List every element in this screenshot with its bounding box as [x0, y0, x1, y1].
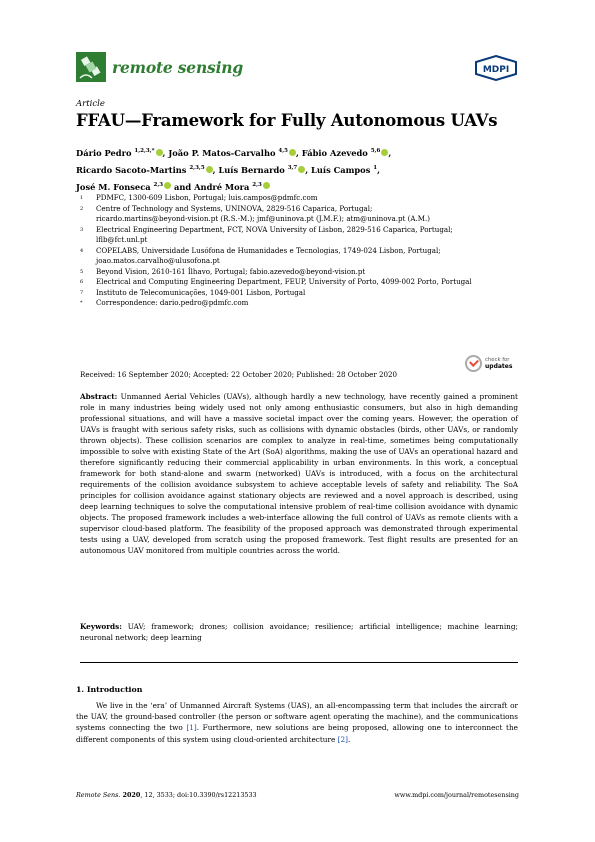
mdpi-logo — [474, 55, 518, 81]
orcid-icon[interactable] — [263, 182, 270, 189]
keywords-text: UAV; framework; drones; collision avoidance; resilience; artificial intelligence; machine learning; neuronal network; deep learning — [80, 622, 518, 642]
abstract-text: Unmanned Aerial Vehicles (UAVs), although hardly a new technology, have recently gained a prominent role in many industries being widely used not only among enthusiastic consumers, but also in high demanding professional situations, and will have a massive societal impact over the coming years. However, the operation of UAVs is fraught with serious safety risks, such as collisions with dynamic obstacles (birds, other UAVs, or randomly thrown objects). These collision scenarios are complex to analyze in real-time, sometimes being computationally impossible to solve with existing State of the Art (SoA) algorithms, making the use of UAVs an operational hazard and therefore significantly reducing their commercial applicability in urban environments. In this work, a conceptual framework for both stand-alone and swarm (networked) UAVs is introduced, with a focus on the architectural requirements of the collision avoidance subsystem to achieve acceptable levels of safety and reliability. The SoA principles for collision avoidance against stationary objects are reviewed and a novel approach is described, using deep learning techniques to solve the computational intensive problem of real-time collision avoidance with dynamic objects. The proposed framework includes a web-interface allowing the full control of UAVs as remote clients with a supervisor cloud-based platform. The feasibility of the proposed approach was demonstrated through experimental tests using a UAV, developed from scratch using the proposed framework. Test flight results are presented for an autonomous UAV monitored from multiple countries across the world. — [80, 392, 518, 555]
orcid-icon[interactable] — [206, 166, 213, 173]
orcid-icon[interactable] — [298, 166, 305, 173]
correspondence: * Correspondence: dario.pedro@pdmfc.com — [80, 298, 249, 307]
publication-dates: Received: 16 September 2020; Accepted: 22 October 2020; Published: 28 October 2020 — [80, 370, 398, 379]
author-name[interactable]: João P. Matos-Carvalho — [168, 147, 276, 158]
keywords — [80, 621, 518, 643]
author-list: Dário Pedro $^{1,2,3,*}$ , João P. Matos-Carvalho $^{4,5}$ , Fábio Azevedo $^{5,6}$ , Ricardo Sacoto-Martins $^{2,3,5}$ , Luís Bernardo $^{3,7}$ , Luís Campos $^1$, José M. Fonseca $^{2,3}$ and André Mora $^{2,3}$ — [76, 147, 392, 192]
orcid-icon[interactable] — [156, 149, 163, 156]
affiliations — [80, 193, 520, 309]
affiliation-item: 4 COPELABS, Universidade Lusófona de Humanidades e Tecnologias, 1749-024 Lisbon, Portugal; joao.matos.carvalho@ulusofona.pt — [80, 245, 441, 265]
citation-link[interactable]: [1] — [186, 723, 197, 733]
author-name[interactable]: Ricardo Sacoto-Martins — [76, 164, 187, 175]
author-name[interactable]: José M. Fonseca — [76, 181, 151, 192]
abstract — [80, 391, 518, 556]
check-for-updates-button[interactable]: check for updates — [465, 355, 512, 372]
author-name[interactable]: Fábio Azevedo — [301, 147, 368, 158]
journal-logo — [76, 52, 243, 82]
author-name[interactable]: Luís Bernardo — [218, 164, 285, 175]
affiliation-item: 3 Electrical Engineering Department, FCT, NOVA University of Lisbon, 2829-516 Caparica, Portugal; lflb@fct.unl.pt — [80, 224, 453, 244]
affiliation-item: 7 Instituto de Telecomunicações, 1049-001 Lisbon, Portugal — [80, 287, 306, 297]
journal-name: remote sensing — [112, 57, 243, 77]
affiliation-item: 2 Centre of Technology and Systems, UNINOVA, 2829-516 Caparica, Portugal; ricardo.martins@beyond-vision.pt (R.S.-M.); jmf@uninova.pt (J.M.F.); atm@uninova.pt (A.M.) — [80, 203, 431, 223]
orcid-icon[interactable] — [164, 182, 171, 189]
orcid-icon[interactable] — [289, 149, 296, 156]
author-name[interactable]: Luís Campos — [311, 164, 371, 175]
paper-title: FFAU—Framework for Fully Autonomous UAVs — [76, 111, 498, 130]
citation-link[interactable]: [2] — [337, 734, 348, 744]
divider — [80, 662, 518, 663]
check-updates-icon — [465, 355, 482, 372]
satellite-icon — [76, 52, 106, 82]
abstract-label: Abstract: — [80, 392, 118, 401]
keywords-label: Keywords: — [80, 622, 122, 631]
orcid-icon[interactable] — [381, 149, 388, 156]
section-heading: 1. Introduction — [76, 685, 143, 694]
author-name[interactable]: André Mora — [194, 181, 250, 192]
intro-paragraph: We live in the ‘era’ of Unmanned Aircraft Systems (UAS), an all-encompassing term that includes the aircraft or the UAV, the ground-based controller (the person or software agent operating the machine), and the communications systems connecting the two [1]. Furthermore, new solutions are being proposed, allowing one to interconnect the different components of this system using cloud-oriented architecture [2]. — [76, 701, 518, 744]
article-type: Article — [76, 99, 105, 109]
affiliation-item: 6 Electrical and Computing Engineering Department, FEUP, University of Porto, 4099-002 Porto, Portugal — [80, 277, 472, 286]
svg-text:MDPI: MDPI — [482, 65, 510, 75]
affiliation-item: 5 Beyond Vision, 2610-161 Ílhavo, Portugal; fabio.azevedo@beyond-vision.pt — [80, 266, 366, 276]
footer-url[interactable]: www.mdpi.com/journal/remotesensing — [394, 791, 519, 799]
footer-citation: Remote Sens. 2020, 12, 3533; doi:10.3390/rs12213533 — [76, 791, 257, 799]
author-name[interactable]: Dário Pedro — [76, 147, 132, 158]
affiliation-item: 1 PDMFC, 1300-609 Lisbon, Portugal; luis.campos@pdmfc.com — [80, 193, 318, 202]
